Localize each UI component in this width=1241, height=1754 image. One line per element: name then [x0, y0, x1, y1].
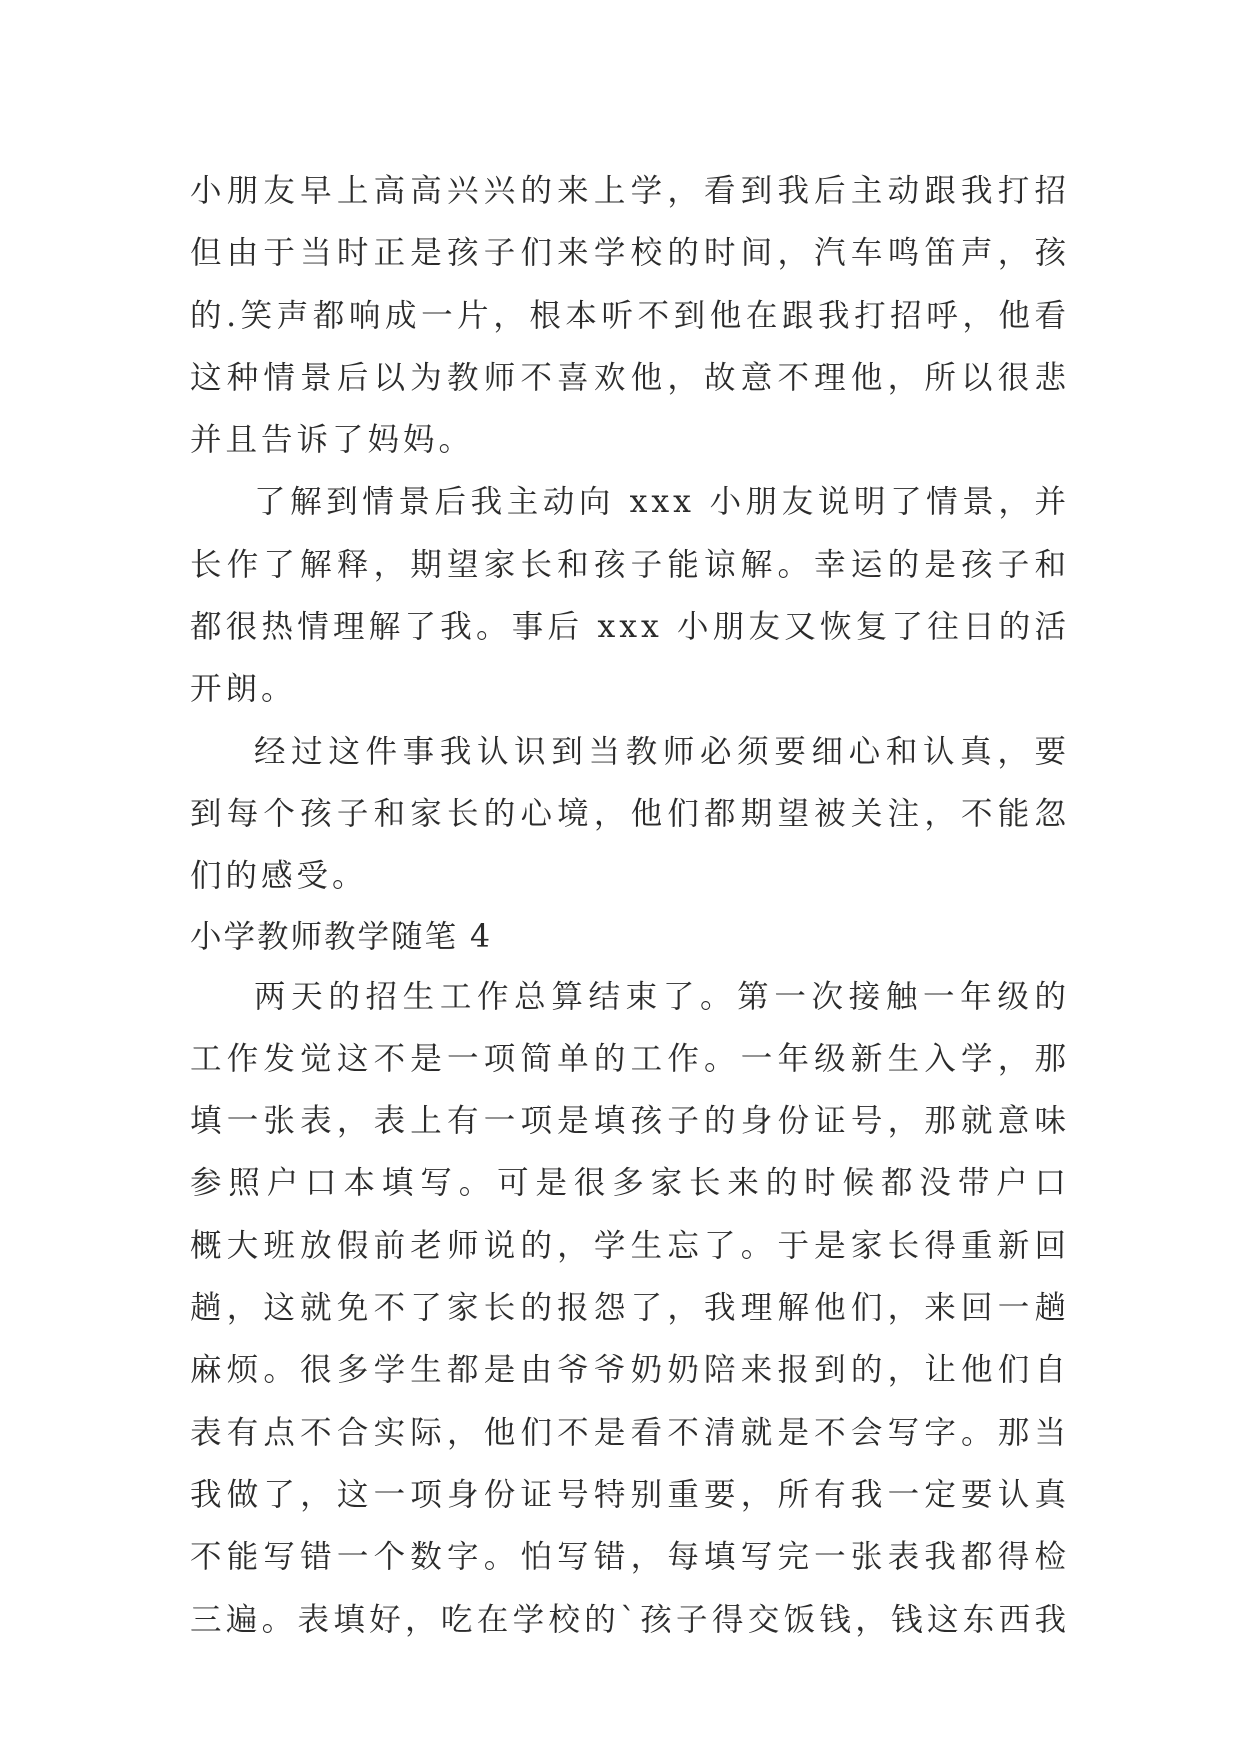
text-line: 工作发觉这不是一项简单的工作。一年级新生入学，那: [190, 1040, 1070, 1077]
text-line: 并且告诉了妈妈。: [190, 422, 475, 459]
text-line: 开朗。: [190, 671, 297, 708]
text-line: 到每个孩子和家长的心境，他们都期望被关注，不能忽: [190, 795, 1070, 832]
text-line: 我做了，这一项身份证号特别重要，所有我一定要认真: [190, 1476, 1070, 1513]
paragraph-1: [190, 160, 1070, 471]
text-line: 趟，这就免不了家长的报怨了，我理解他们，来回一趟: [190, 1290, 1070, 1327]
text-line: 不能写错一个数字。怕写错，每填写完一张表我都得检: [190, 1539, 1070, 1576]
text-line: 经过这件事我认识到当教师必须要细心和认真，要: [254, 733, 1070, 770]
text-line: 两天的招生工作总算结束了。第一次接触一年级的: [254, 978, 1070, 1015]
text-line: 了解到情景后我主动向 xxx 小朋友说明了情景，并: [254, 484, 1070, 521]
text-line: 麻烦。很多学生都是由爷爷奶奶陪来报到的，让他们自: [190, 1352, 1070, 1389]
text-line: 参照户口本填写。可是很多家长来的时候都没带户口: [190, 1165, 1070, 1202]
section-heading: 小学教师教学随笔 4: [190, 918, 493, 955]
text-line: 的.笑声都响成一片，根本听不到他在跟我打招呼，他看: [190, 297, 1070, 334]
text-line: 三遍。表填好，吃在学校的`孩子得交饭钱，钱这东西我: [190, 1601, 1070, 1638]
text-line: 但由于当时正是孩子们来学校的时间，汽车鸣笛声，孩: [190, 235, 1070, 272]
text-line: 都很热情理解了我。事后 xxx 小朋友又恢复了往日的活: [190, 609, 1070, 646]
text-line: 这种情景后以为教师不喜欢他，故意不理他，所以很悲: [190, 359, 1070, 396]
text-line: 填一张表，表上有一项是填孩子的身份证号，那就意味: [190, 1103, 1070, 1140]
paragraph-3: [190, 721, 1070, 908]
text-line: 表有点不合实际，他们不是看不清就是不会写字。那当: [190, 1414, 1070, 1451]
text-line: 小朋友早上高高兴兴的来上学，看到我后主动跟我打招: [190, 173, 1070, 209]
paragraph-2: [190, 471, 1070, 720]
section-paragraph: [190, 966, 1070, 1651]
document-body: [190, 160, 1070, 1651]
text-line: 们的感受。: [190, 858, 368, 895]
text-line: 概大班放假前老师说的，学生忘了。于是家长得重新回: [190, 1227, 1070, 1264]
text-line: 长作了解释，期望家长和孩子能谅解。幸运的是孩子和: [190, 546, 1070, 583]
